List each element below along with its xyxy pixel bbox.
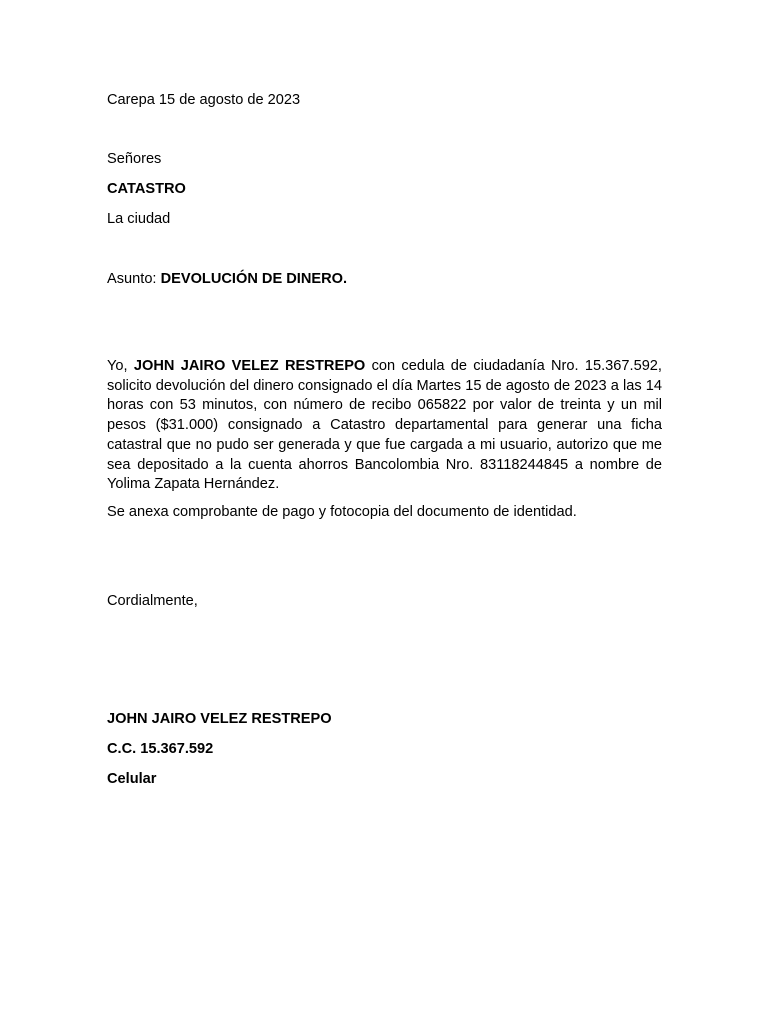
subject-line xyxy=(107,269,347,289)
closing: Cordialmente, xyxy=(107,593,198,609)
body-text: con cedula de ciudadanía Nro. 15.367.592, solicito devolución del dinero consignado el día Martes 15 de agosto de 2023 a las 14 horas con 53 minutos, con número de recibo 065822 por valor de treinta y un mil pesos ($31.000) consignado a Catastro departamental para generar una ficha catastral que no pudo ser generada y que fue cargada a mi usuario, autorizo que me sea depositado a la cuenta ahorros Bancolombia Nro. 83118244845 a nombre de Yolima Zapata Hernández. xyxy=(107,358,662,493)
date-line: Carepa 15 de agosto de 2023 xyxy=(107,92,301,108)
signature-phone-label: Celular xyxy=(107,771,157,787)
subject-text: DEVOLUCIÓN DE DINERO. xyxy=(160,271,348,287)
annex-line: Se anexa comprobante de pago y fotocopia del documento de identidad. xyxy=(107,504,577,520)
recipient: CATASTRO xyxy=(107,181,186,197)
body-name: JOHN JAIRO VELEZ RESTREPO xyxy=(133,358,366,374)
salutation: Señores xyxy=(107,151,162,167)
body-paragraph xyxy=(107,357,662,495)
subject-label: Asunto: xyxy=(107,271,157,287)
body-intro: Yo, xyxy=(107,358,128,374)
signature-name: JOHN JAIRO VELEZ RESTREPO xyxy=(107,711,332,727)
recipient-city: La ciudad xyxy=(107,211,171,227)
signature-id: C.C. 15.367.592 xyxy=(107,741,214,757)
